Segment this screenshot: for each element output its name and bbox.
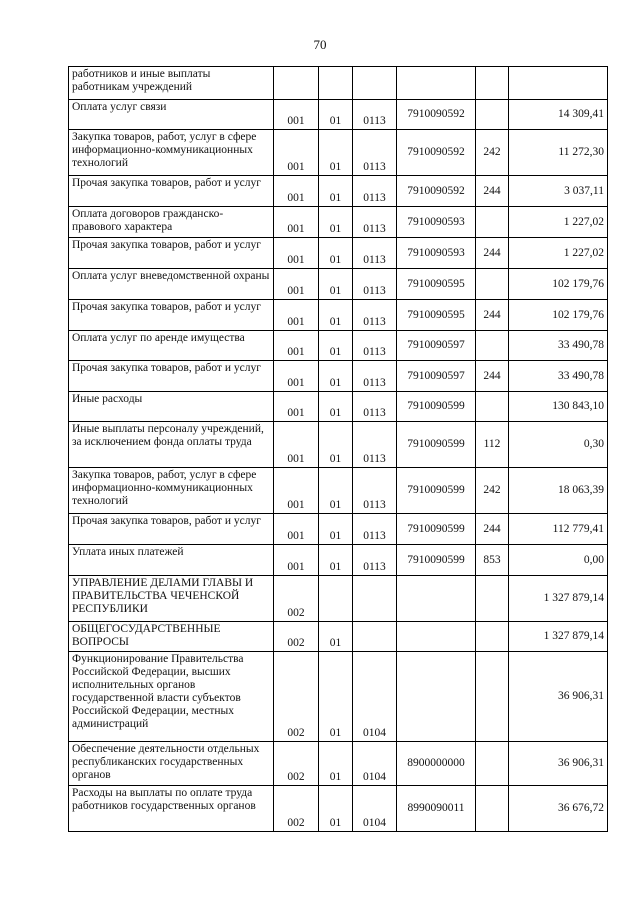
- subsection-cell: 0104: [353, 652, 397, 742]
- section-cell: 01: [319, 269, 353, 300]
- subsection-cell: 0113: [353, 300, 397, 331]
- amount-cell: 3 037,11: [509, 176, 608, 207]
- amount-cell: 1 227,02: [509, 238, 608, 269]
- target-article-cell: 7910090592: [397, 176, 476, 207]
- row-name-cell: ОБЩЕГОСУДАРСТВЕННЫЕ ВОПРОСЫ: [69, 622, 274, 652]
- subsection-cell: 0104: [353, 786, 397, 832]
- section-cell: 01: [319, 652, 353, 742]
- grbs-cell: 001: [274, 392, 319, 422]
- expense-type-cell: [476, 331, 509, 361]
- amount-cell: 1 327 879,14: [509, 622, 608, 652]
- subsection-cell: [353, 67, 397, 100]
- section-cell: 01: [319, 130, 353, 176]
- grbs-cell: 001: [274, 100, 319, 130]
- section-cell: 01: [319, 786, 353, 832]
- grbs-cell: 001: [274, 207, 319, 238]
- table-row: [69, 238, 608, 269]
- budget-table: [68, 66, 608, 832]
- amount-cell: [509, 67, 608, 100]
- section-cell: [319, 67, 353, 100]
- row-name-cell: Оплата договоров гражданско-правового характера: [69, 207, 274, 238]
- section-cell: 01: [319, 468, 353, 514]
- target-article-cell: 8900000000: [397, 742, 476, 786]
- subsection-cell: [353, 576, 397, 622]
- expense-type-cell: 244: [476, 514, 509, 545]
- row-name-cell: Иные расходы: [69, 392, 274, 422]
- page-number: 70: [313, 37, 327, 52]
- row-name-cell: Прочая закупка товаров, работ и услуг: [69, 361, 274, 392]
- table-row: [69, 130, 608, 176]
- grbs-cell: 001: [274, 176, 319, 207]
- target-article-cell: 7910090592: [397, 100, 476, 130]
- subsection-cell: 0113: [353, 468, 397, 514]
- grbs-cell: 002: [274, 742, 319, 786]
- row-name-cell: Оплата услуг вневедомственной охраны: [69, 269, 274, 300]
- table-row: [69, 100, 608, 130]
- grbs-cell: 001: [274, 269, 319, 300]
- section-cell: 01: [319, 207, 353, 238]
- expense-type-cell: [476, 392, 509, 422]
- table-row: [69, 207, 608, 238]
- expense-type-cell: [476, 207, 509, 238]
- target-article-cell: 7910090599: [397, 514, 476, 545]
- subsection-cell: [353, 622, 397, 652]
- target-article-cell: 7910090599: [397, 545, 476, 576]
- table-row: [69, 786, 608, 832]
- target-article-cell: 7910090599: [397, 468, 476, 514]
- expense-type-cell: 244: [476, 361, 509, 392]
- target-article-cell: 7910090592: [397, 130, 476, 176]
- amount-cell: 0,30: [509, 422, 608, 468]
- section-cell: 01: [319, 622, 353, 652]
- row-name-cell: Оплата услуг связи: [69, 100, 274, 130]
- grbs-cell: [274, 67, 319, 100]
- section-cell: 01: [319, 514, 353, 545]
- budget-table-body: [69, 67, 608, 832]
- amount-cell: 14 309,41: [509, 100, 608, 130]
- table-row: [69, 269, 608, 300]
- target-article-cell: [397, 652, 476, 742]
- table-row: [69, 331, 608, 361]
- expense-type-cell: 242: [476, 130, 509, 176]
- grbs-cell: 001: [274, 331, 319, 361]
- target-article-cell: 8990090011: [397, 786, 476, 832]
- amount-cell: 130 843,10: [509, 392, 608, 422]
- amount-cell: 112 779,41: [509, 514, 608, 545]
- table-row: [69, 545, 608, 576]
- expense-type-cell: 242: [476, 468, 509, 514]
- target-article-cell: 7910090593: [397, 238, 476, 269]
- expense-type-cell: 244: [476, 238, 509, 269]
- section-cell: 01: [319, 545, 353, 576]
- section-cell: 01: [319, 361, 353, 392]
- grbs-cell: 001: [274, 300, 319, 331]
- grbs-cell: 002: [274, 576, 319, 622]
- section-cell: 01: [319, 300, 353, 331]
- target-article-cell: 7910090599: [397, 392, 476, 422]
- grbs-cell: 001: [274, 545, 319, 576]
- section-cell: 01: [319, 331, 353, 361]
- expense-type-cell: 244: [476, 300, 509, 331]
- target-article-cell: [397, 622, 476, 652]
- row-name-cell: УПРАВЛЕНИЕ ДЕЛАМИ ГЛАВЫ И ПРАВИТЕЛЬСТВА ЧЕЧЕНСКОЙ РЕСПУБЛИКИ: [69, 576, 274, 622]
- amount-cell: 33 490,78: [509, 331, 608, 361]
- subsection-cell: 0113: [353, 238, 397, 269]
- row-name-cell: Прочая закупка товаров, работ и услуг: [69, 176, 274, 207]
- grbs-cell: 002: [274, 622, 319, 652]
- row-name-cell: Прочая закупка товаров, работ и услуг: [69, 300, 274, 331]
- section-cell: 01: [319, 422, 353, 468]
- grbs-cell: 001: [274, 422, 319, 468]
- expense-type-cell: [476, 652, 509, 742]
- subsection-cell: 0113: [353, 361, 397, 392]
- subsection-cell: 0104: [353, 742, 397, 786]
- amount-cell: 0,00: [509, 545, 608, 576]
- target-article-cell: 7910090595: [397, 300, 476, 331]
- amount-cell: 18 063,39: [509, 468, 608, 514]
- section-cell: 01: [319, 392, 353, 422]
- grbs-cell: 002: [274, 786, 319, 832]
- subsection-cell: 0113: [353, 392, 397, 422]
- amount-cell: 1 327 879,14: [509, 576, 608, 622]
- target-article-cell: [397, 576, 476, 622]
- amount-cell: 11 272,30: [509, 130, 608, 176]
- expense-type-cell: 853: [476, 545, 509, 576]
- section-cell: 01: [319, 742, 353, 786]
- target-article-cell: 7910090595: [397, 269, 476, 300]
- grbs-cell: 001: [274, 361, 319, 392]
- table-row: [69, 576, 608, 622]
- table-row: [69, 67, 608, 100]
- row-name-cell: работников и иные выплаты работникам учреждений: [69, 67, 274, 100]
- amount-cell: 36 676,72: [509, 786, 608, 832]
- table-row: [69, 300, 608, 331]
- subsection-cell: 0113: [353, 176, 397, 207]
- row-name-cell: Прочая закупка товаров, работ и услуг: [69, 514, 274, 545]
- grbs-cell: 001: [274, 130, 319, 176]
- table-row: [69, 361, 608, 392]
- grbs-cell: 001: [274, 514, 319, 545]
- subsection-cell: 0113: [353, 269, 397, 300]
- section-cell: 01: [319, 100, 353, 130]
- row-name-cell: Уплата иных платежей: [69, 545, 274, 576]
- subsection-cell: 0113: [353, 422, 397, 468]
- expense-type-cell: [476, 786, 509, 832]
- grbs-cell: 001: [274, 468, 319, 514]
- section-cell: 01: [319, 238, 353, 269]
- target-article-cell: [397, 67, 476, 100]
- subsection-cell: 0113: [353, 545, 397, 576]
- table-row: [69, 176, 608, 207]
- amount-cell: 36 906,31: [509, 742, 608, 786]
- row-name-cell: Закупка товаров, работ, услуг в сфере информационно-коммуникационных технологий: [69, 468, 274, 514]
- table-row: [69, 742, 608, 786]
- row-name-cell: Закупка товаров, работ, услуг в сфере информационно-коммуникационных технологий: [69, 130, 274, 176]
- expense-type-cell: [476, 742, 509, 786]
- subsection-cell: 0113: [353, 100, 397, 130]
- row-name-cell: Иные выплаты персоналу учреждений, за исключением фонда оплаты труда: [69, 422, 274, 468]
- expense-type-cell: [476, 576, 509, 622]
- expense-type-cell: 112: [476, 422, 509, 468]
- table-row: [69, 392, 608, 422]
- table-row: [69, 468, 608, 514]
- amount-cell: 33 490,78: [509, 361, 608, 392]
- expense-type-cell: [476, 67, 509, 100]
- subsection-cell: 0113: [353, 514, 397, 545]
- row-name-cell: Функционирование Правительства Российской Федерации, высших исполнительных органов государственной власти субъектов Российской Федерации, местных администраций: [69, 652, 274, 742]
- row-name-cell: Расходы на выплаты по оплате труда работников государственных органов: [69, 786, 274, 832]
- target-article-cell: 7910090599: [397, 422, 476, 468]
- row-name-cell: Оплата услуг по аренде имущества: [69, 331, 274, 361]
- row-name-cell: Прочая закупка товаров, работ и услуг: [69, 238, 274, 269]
- amount-cell: 1 227,02: [509, 207, 608, 238]
- expense-type-cell: [476, 100, 509, 130]
- table-row: [69, 622, 608, 652]
- amount-cell: 102 179,76: [509, 269, 608, 300]
- table-row: [69, 422, 608, 468]
- grbs-cell: 001: [274, 238, 319, 269]
- expense-type-cell: [476, 269, 509, 300]
- table-row: [69, 652, 608, 742]
- subsection-cell: 0113: [353, 130, 397, 176]
- target-article-cell: 7910090597: [397, 331, 476, 361]
- grbs-cell: 002: [274, 652, 319, 742]
- row-name-cell: Обеспечение деятельности отдельных республиканских государственных органов: [69, 742, 274, 786]
- section-cell: [319, 576, 353, 622]
- section-cell: 01: [319, 176, 353, 207]
- subsection-cell: 0113: [353, 331, 397, 361]
- expense-type-cell: 244: [476, 176, 509, 207]
- expense-type-cell: [476, 622, 509, 652]
- table-row: [69, 514, 608, 545]
- target-article-cell: 7910090597: [397, 361, 476, 392]
- amount-cell: 102 179,76: [509, 300, 608, 331]
- target-article-cell: 7910090593: [397, 207, 476, 238]
- subsection-cell: 0113: [353, 207, 397, 238]
- amount-cell: 36 906,31: [509, 652, 608, 742]
